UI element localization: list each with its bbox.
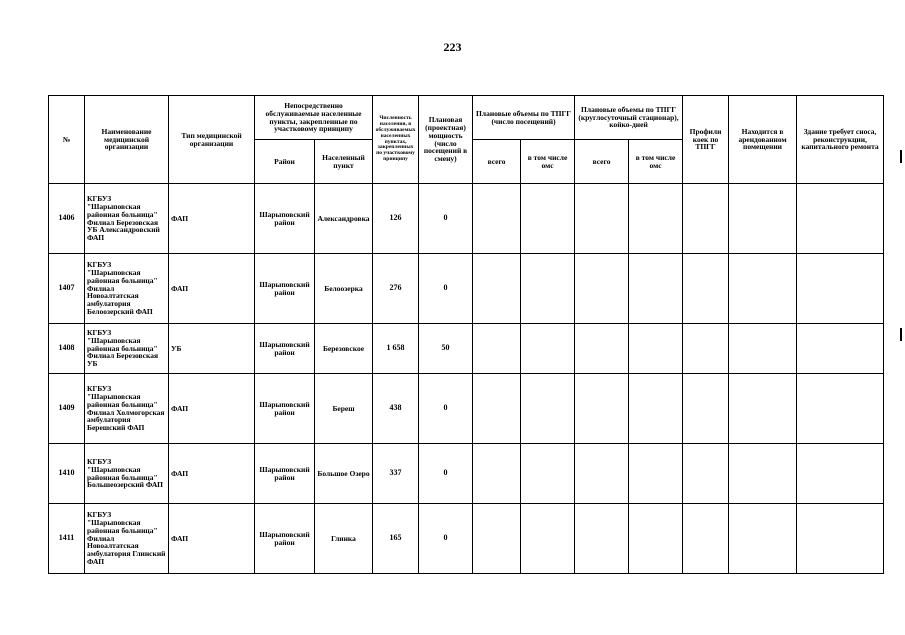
header-served-localities: Непосредственно обслуживаемые населенные пункты, закрепленные по участковому принципу bbox=[255, 96, 373, 140]
district-cell: Шарыповский район bbox=[255, 504, 315, 574]
table-body bbox=[49, 184, 884, 574]
visits-total-cell bbox=[473, 444, 521, 504]
needs-repair-cell bbox=[797, 324, 884, 374]
header-bed-profile: Профили коек по ТПГГ bbox=[683, 96, 729, 184]
header-visits-oms: в том числе омс bbox=[521, 140, 575, 184]
edge-mark bbox=[900, 150, 902, 163]
header-population: Численность населения, в обслуживаемых населенных пунктах, закрепленных по участковому принципу bbox=[373, 96, 419, 184]
row-number: 1411 bbox=[49, 504, 85, 574]
locality-cell: Березовское bbox=[315, 324, 373, 374]
capacity-cell: 0 bbox=[419, 184, 473, 254]
row-number: 1408 bbox=[49, 324, 85, 374]
needs-repair-cell bbox=[797, 444, 884, 504]
header-needs-repair: Здание требует сноса, реконструкции, капитального ремонта bbox=[797, 96, 884, 184]
header-locality: Населенный пункт bbox=[315, 140, 373, 184]
table-row bbox=[49, 374, 884, 444]
locality-cell: Белоозерка bbox=[315, 254, 373, 324]
header-capacity: Плановая (проектная) мощность (число посещений в смену) bbox=[419, 96, 473, 184]
row-number: 1410 bbox=[49, 444, 85, 504]
bed-profile-cell bbox=[683, 444, 729, 504]
capacity-cell: 0 bbox=[419, 374, 473, 444]
visits-total-cell bbox=[473, 254, 521, 324]
population-cell: 165 bbox=[373, 504, 419, 574]
locality-cell: Александровка bbox=[315, 184, 373, 254]
district-cell: Шарыповский район bbox=[255, 184, 315, 254]
row-number: 1407 bbox=[49, 254, 85, 324]
needs-repair-cell bbox=[797, 254, 884, 324]
header-no: № bbox=[49, 96, 85, 184]
org-name-cell: КГБУЗ "Шарыповская районная больница" Большеозерский ФАП bbox=[85, 444, 169, 504]
district-cell: Шарыповский район bbox=[255, 374, 315, 444]
beds-oms-cell bbox=[629, 504, 683, 574]
bed-profile-cell bbox=[683, 324, 729, 374]
org-name-cell: КГБУЗ "Шарыповская районная больница" Филиал Новоалтатская амбулатория Белоозерский ФАП bbox=[85, 254, 169, 324]
org-type-cell: ФАП bbox=[169, 184, 255, 254]
bed-profile-cell bbox=[683, 254, 729, 324]
district-cell: Шарыповский район bbox=[255, 444, 315, 504]
needs-repair-cell bbox=[797, 504, 884, 574]
header-visits-total: всего bbox=[473, 140, 521, 184]
rented-cell bbox=[729, 444, 797, 504]
population-cell: 1 658 bbox=[373, 324, 419, 374]
beds-total-cell bbox=[575, 254, 629, 324]
beds-oms-cell bbox=[629, 374, 683, 444]
population-cell: 438 bbox=[373, 374, 419, 444]
visits-oms-cell bbox=[521, 254, 575, 324]
beds-total-cell bbox=[575, 374, 629, 444]
visits-oms-cell bbox=[521, 374, 575, 444]
capacity-cell: 0 bbox=[419, 254, 473, 324]
header-tpgg-visits: Плановые объемы по ТПГГ (число посещений) bbox=[473, 96, 575, 140]
visits-total-cell bbox=[473, 374, 521, 444]
beds-total-cell bbox=[575, 324, 629, 374]
org-name-cell: КГБУЗ "Шарыповская районная больница" Филиал Холмогорская амбулатория Берешский ФАП bbox=[85, 374, 169, 444]
capacity-cell: 50 bbox=[419, 324, 473, 374]
capacity-cell: 0 bbox=[419, 444, 473, 504]
org-type-cell: ФАП bbox=[169, 504, 255, 574]
capacity-cell: 0 bbox=[419, 504, 473, 574]
table-row bbox=[49, 324, 884, 374]
visits-oms-cell bbox=[521, 444, 575, 504]
row-number: 1409 bbox=[49, 374, 85, 444]
page-number: 223 bbox=[443, 40, 462, 54]
locality-cell: Глинка bbox=[315, 504, 373, 574]
rented-cell bbox=[729, 374, 797, 444]
population-cell: 337 bbox=[373, 444, 419, 504]
needs-repair-cell bbox=[797, 184, 884, 254]
header-org-type: Тип медицинской организации bbox=[169, 96, 255, 184]
visits-total-cell bbox=[473, 504, 521, 574]
medical-organizations-table bbox=[48, 95, 884, 574]
header-tpgg-beds: Плановые объемы по ТПГГ (круглосуточный стационар), койко-дней bbox=[575, 96, 683, 140]
beds-oms-cell bbox=[629, 254, 683, 324]
header-org-name: Наименование медицинской организации bbox=[85, 96, 169, 184]
org-name-cell: КГБУЗ "Шарыповская районная больница" Филиал Березовская УБ bbox=[85, 324, 169, 374]
header-rented: Находится в арендованном помещении bbox=[729, 96, 797, 184]
bed-profile-cell bbox=[683, 184, 729, 254]
header-beds-oms: в том числе омс bbox=[629, 140, 683, 184]
rented-cell bbox=[729, 504, 797, 574]
district-cell: Шарыповский район bbox=[255, 254, 315, 324]
visits-oms-cell bbox=[521, 324, 575, 374]
header-district: Район bbox=[255, 140, 315, 184]
bed-profile-cell bbox=[683, 374, 729, 444]
rented-cell bbox=[729, 324, 797, 374]
locality-cell: Большое Озеро bbox=[315, 444, 373, 504]
rented-cell bbox=[729, 184, 797, 254]
table-row bbox=[49, 184, 884, 254]
population-cell: 276 bbox=[373, 254, 419, 324]
org-type-cell: ФАП bbox=[169, 444, 255, 504]
org-name-cell: КГБУЗ "Шарыповская районная больница" Филиал Березовская УБ Александровский ФАП bbox=[85, 184, 169, 254]
org-name-cell: КГБУЗ "Шарыповская районная больница" Филиал Новоалтатская амбулатория Глинский ФАП bbox=[85, 504, 169, 574]
locality-cell: Береш bbox=[315, 374, 373, 444]
row-number: 1406 bbox=[49, 184, 85, 254]
bed-profile-cell bbox=[683, 504, 729, 574]
table-row bbox=[49, 504, 884, 574]
beds-total-cell bbox=[575, 184, 629, 254]
visits-total-cell bbox=[473, 184, 521, 254]
org-type-cell: ФАП bbox=[169, 254, 255, 324]
beds-oms-cell bbox=[629, 324, 683, 374]
beds-oms-cell bbox=[629, 184, 683, 254]
header-beds-total: всего bbox=[575, 140, 629, 184]
beds-total-cell bbox=[575, 444, 629, 504]
visits-oms-cell bbox=[521, 184, 575, 254]
edge-mark bbox=[900, 328, 902, 341]
visits-total-cell bbox=[473, 324, 521, 374]
beds-oms-cell bbox=[629, 444, 683, 504]
visits-oms-cell bbox=[521, 504, 575, 574]
table-row bbox=[49, 444, 884, 504]
rented-cell bbox=[729, 254, 797, 324]
district-cell: Шарыповский район bbox=[255, 324, 315, 374]
beds-total-cell bbox=[575, 504, 629, 574]
org-type-cell: УБ bbox=[169, 324, 255, 374]
table-row bbox=[49, 254, 884, 324]
needs-repair-cell bbox=[797, 374, 884, 444]
org-type-cell: ФАП bbox=[169, 374, 255, 444]
population-cell: 126 bbox=[373, 184, 419, 254]
